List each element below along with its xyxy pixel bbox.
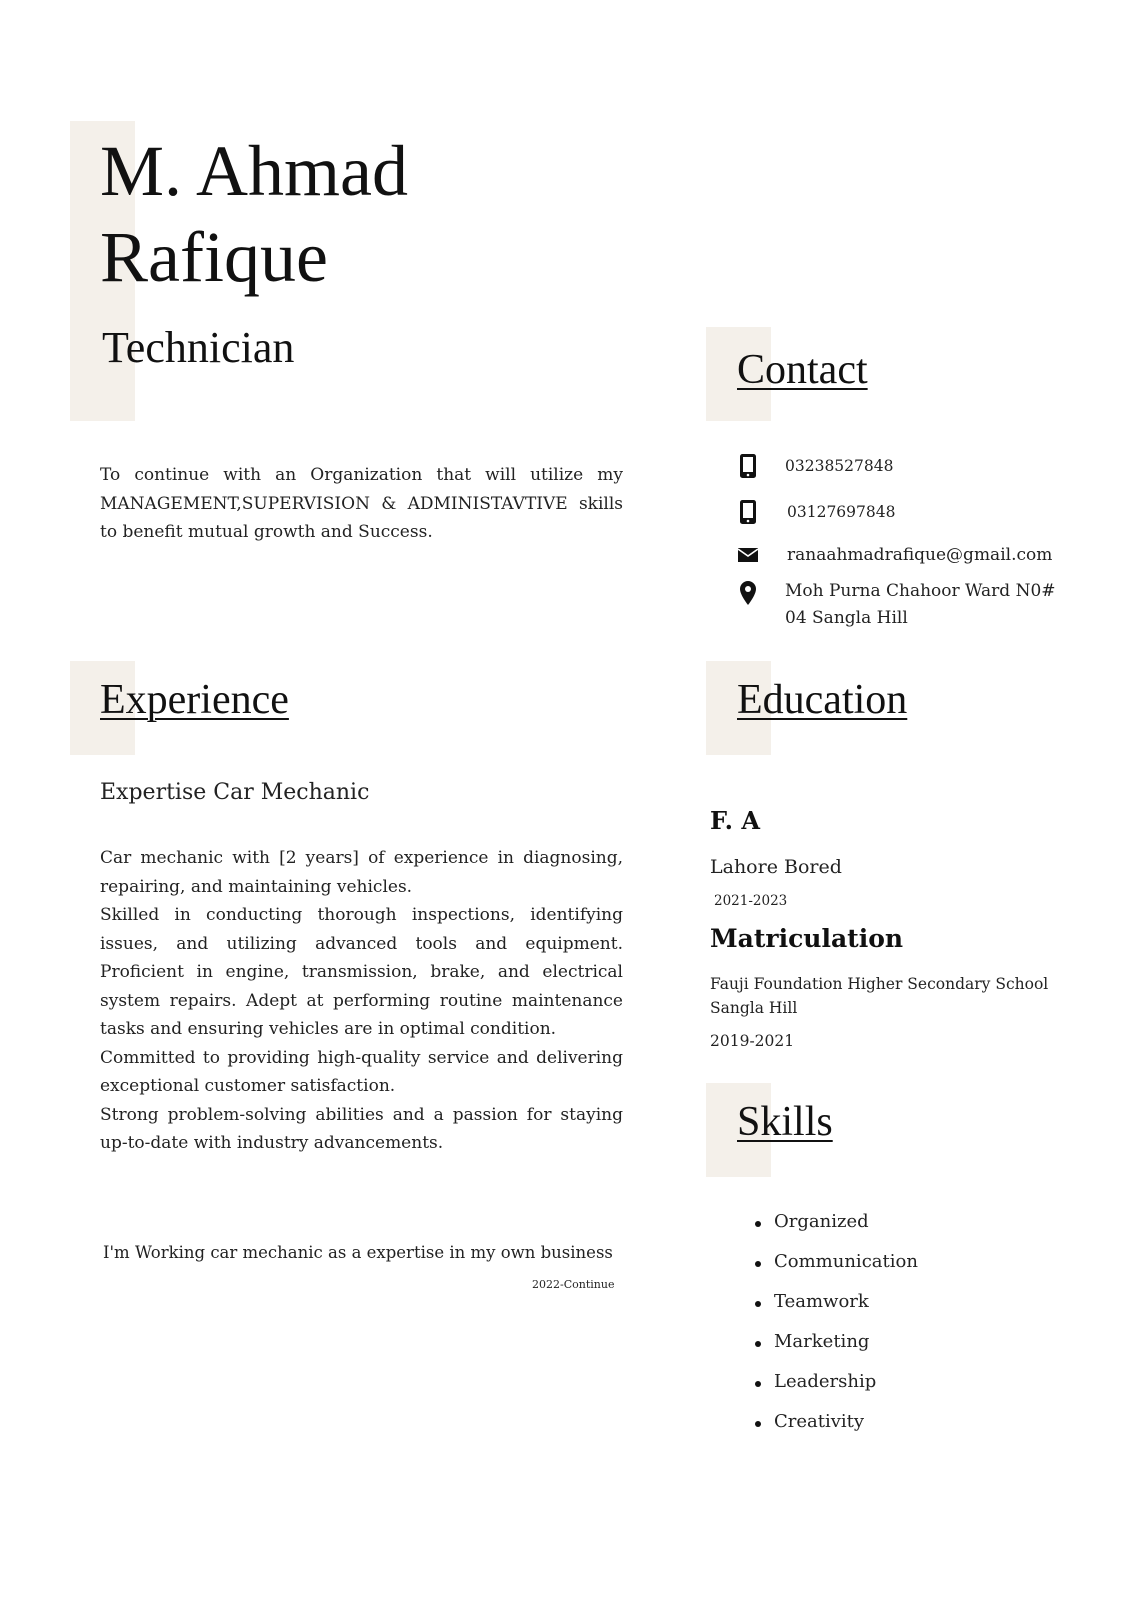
objective: To continue with an Organization that will utilize my MANAGEMENT,SUPERVISION & ADMINISTAVTIVE skills to benefit mutual growth and Success. bbox=[100, 465, 623, 542]
name-line-1: M. Ahmad bbox=[100, 131, 409, 211]
phone-1: 03238527848 bbox=[785, 457, 894, 475]
name-line-2: Rafique bbox=[100, 217, 328, 297]
fa-board: Lahore Bored bbox=[710, 856, 842, 878]
fa-dates: 2021-2023 bbox=[714, 893, 788, 909]
location-pin-icon bbox=[738, 580, 758, 606]
phone-2: 03127697848 bbox=[787, 503, 896, 521]
fa-title: F. A bbox=[710, 806, 760, 835]
email[interactable]: ranaahmadrafique@gmail.com bbox=[787, 545, 1053, 565]
experience-job-title: Expertise Car Mechanic bbox=[100, 780, 370, 805]
matric-school-line-2: Sangla Hill bbox=[710, 999, 798, 1017]
education-heading: Education bbox=[737, 677, 908, 723]
matric-dates: 2019-2021 bbox=[710, 1032, 795, 1050]
contact-heading: Contact bbox=[737, 347, 868, 393]
email-icon bbox=[738, 547, 758, 563]
name bbox=[100, 128, 408, 300]
skills-heading: Skills bbox=[737, 1099, 833, 1145]
skill-item: Creativity bbox=[755, 1411, 918, 1432]
skill-item: Marketing bbox=[755, 1331, 918, 1352]
matric-school-line-1: Fauji Foundation Higher Secondary School bbox=[710, 975, 1049, 993]
experience-description bbox=[100, 844, 623, 1158]
address-line-1: Moh Purna Chahoor Ward N0# bbox=[785, 581, 1056, 601]
skill-item: Leadership bbox=[755, 1371, 918, 1392]
matric-title: Matriculation bbox=[710, 924, 904, 953]
skill-item: Teamwork bbox=[755, 1291, 918, 1312]
skills-list bbox=[755, 1211, 918, 1451]
address-line-2: 04 Sangla Hill bbox=[785, 608, 908, 628]
experience-heading: Experience bbox=[100, 677, 289, 723]
current-position: I'm Working car mechanic as a expertise in my own business bbox=[103, 1243, 613, 1262]
experience-paragraph: Skilled in conducting thorough inspections, identifying issues, and utilizing advanced tools and equipment. Proficient in engine, transmission, brake, and electrical system repairs. Adept at performing routine maintenance tasks and ensuring vehicles are in optimal condition. bbox=[100, 905, 623, 1039]
current-position-dates: 2022-Continue bbox=[532, 1278, 615, 1291]
experience-paragraph: Strong problem-solving abilities and a passion for staying up-to-date with industry advancements. bbox=[100, 1104, 623, 1153]
skill-item: Organized bbox=[755, 1211, 918, 1232]
experience-paragraph: Committed to providing high-quality service and delivering exceptional customer satisfaction. bbox=[100, 1047, 623, 1096]
phone-icon bbox=[738, 499, 758, 525]
address bbox=[785, 578, 1056, 632]
skill-item: Communication bbox=[755, 1251, 918, 1272]
phone-icon bbox=[738, 453, 758, 479]
job-title: Technician bbox=[102, 323, 295, 372]
experience-paragraph: Car mechanic with [2 years] of experience in diagnosing, repairing, and maintaining vehicles. bbox=[100, 848, 623, 897]
matric-school bbox=[710, 972, 1048, 1020]
